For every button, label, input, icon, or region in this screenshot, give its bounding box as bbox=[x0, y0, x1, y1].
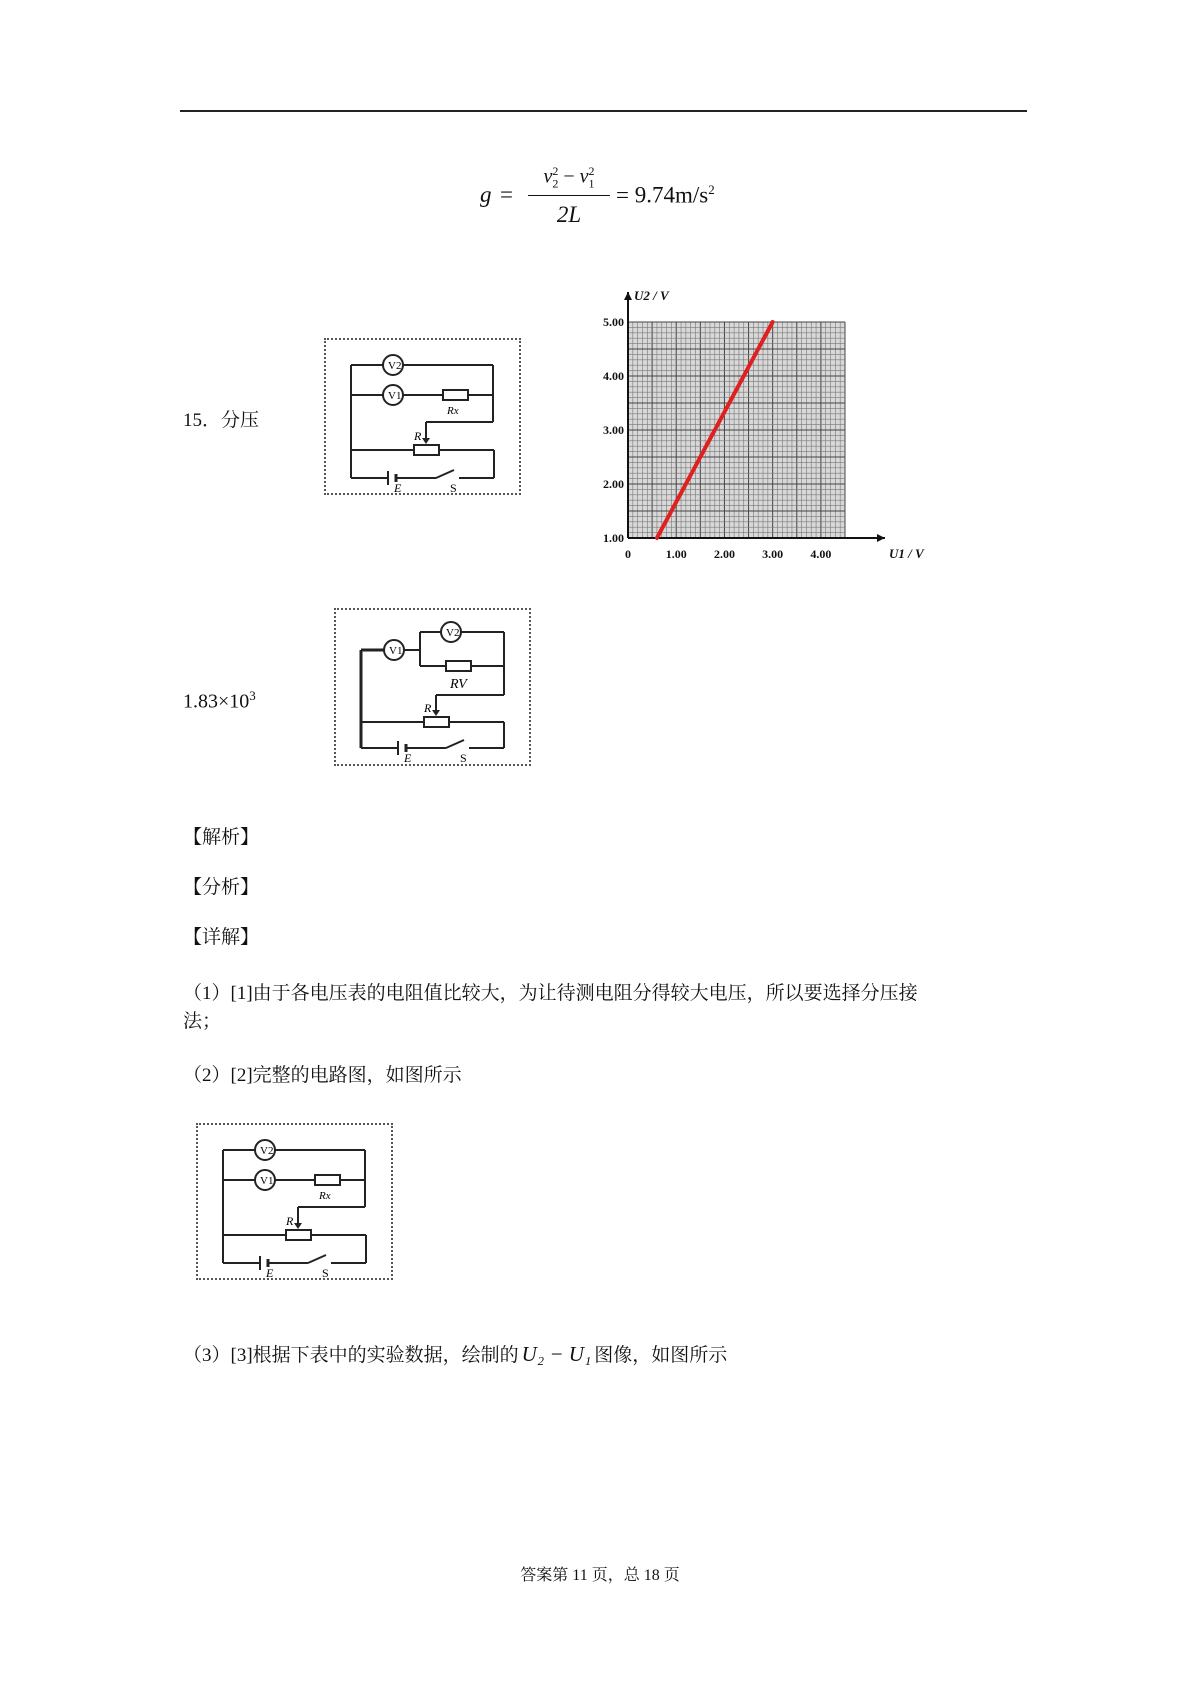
paragraph-1 bbox=[183, 980, 1043, 1036]
numerator-v1: v bbox=[579, 165, 589, 188]
section-jiexi: 【解析】 bbox=[183, 827, 260, 848]
paragraph-1-line1: （1）[1]由于各电压表的电阻值比较大，为让待测电阻分得较大电压，所以要选择分压接 bbox=[183, 983, 918, 1004]
circuit-diagram-1 bbox=[324, 338, 521, 495]
y-tick-label: 3.00 bbox=[603, 423, 624, 437]
rheostat-r-icon bbox=[414, 445, 439, 455]
v2-label: V2 bbox=[446, 627, 460, 639]
gravity-formula bbox=[480, 162, 780, 232]
numerator-v1-sub: 1 bbox=[588, 176, 595, 191]
x-tick-label: 2.00 bbox=[713, 547, 735, 561]
v1-label: V1 bbox=[388, 390, 402, 402]
s-label: S bbox=[460, 751, 467, 764]
rx-label: Rx bbox=[319, 1190, 331, 1202]
rv-label: RV bbox=[450, 677, 467, 692]
formula-equals: = bbox=[500, 182, 513, 207]
paragraph-2: （2）[2]完整的电路图，如图所示 bbox=[183, 1065, 462, 1086]
resistor-rx-icon bbox=[443, 390, 468, 400]
header-rule bbox=[180, 110, 1027, 112]
y-tick-label: 5.00 bbox=[603, 315, 624, 329]
paragraph-3-suffix: 图像，如图所示 bbox=[594, 1345, 728, 1366]
formula-result bbox=[616, 182, 715, 209]
page-footer: 答案第 11 页，总 18 页 bbox=[520, 1567, 680, 1584]
resistor-rx-icon bbox=[315, 1175, 340, 1185]
s-label: S bbox=[450, 481, 457, 493]
numerator-v2: v bbox=[543, 165, 553, 188]
numerator-v2-sup: 2 bbox=[552, 164, 559, 178]
formula-result-value: = 9.74m/s bbox=[616, 182, 709, 208]
q15-label: 15．分压 bbox=[183, 410, 260, 431]
u2-u1-chart bbox=[580, 282, 930, 567]
numerator-v1-sup: 2 bbox=[588, 164, 595, 178]
circuit-diagram-2 bbox=[334, 608, 531, 766]
x-tick-label: 0 bbox=[625, 547, 631, 561]
rheostat-r-icon bbox=[424, 717, 449, 727]
s-label: S bbox=[322, 1266, 329, 1278]
e-label: E bbox=[394, 481, 402, 493]
fraction-bar bbox=[528, 195, 610, 196]
section-xiangjie: 【详解】 bbox=[183, 927, 260, 948]
formula-numerator bbox=[528, 164, 610, 192]
r-label: R bbox=[286, 1214, 294, 1228]
formula-lhs: g bbox=[480, 182, 492, 207]
chart-svg bbox=[580, 282, 930, 567]
e-label: E bbox=[266, 1266, 274, 1278]
x-axis-label: U1 / V bbox=[889, 546, 924, 561]
resistor-rv-icon bbox=[446, 661, 471, 671]
y-tick-label: 1.00 bbox=[603, 531, 624, 545]
v2-label: V2 bbox=[388, 360, 402, 372]
x-tick-label: 3.00 bbox=[762, 547, 784, 561]
y-tick-label: 2.00 bbox=[603, 477, 624, 491]
x-axis-arrow bbox=[877, 534, 885, 542]
v1-label: V1 bbox=[389, 645, 403, 657]
r-label: R bbox=[424, 701, 432, 715]
formula-result-sup: 2 bbox=[708, 182, 715, 197]
section-fenxi: 【分析】 bbox=[183, 877, 260, 898]
paragraph-3-math: U₂ − U₁ bbox=[521, 1342, 592, 1366]
rheostat-r-icon bbox=[286, 1230, 311, 1240]
x-tick-label: 4.00 bbox=[810, 547, 832, 561]
paragraph-3 bbox=[183, 1340, 727, 1370]
paragraph-1-line2: 法； bbox=[183, 1011, 222, 1032]
answer2-exponent: 3 bbox=[249, 688, 256, 703]
v1-label: V1 bbox=[260, 1175, 274, 1187]
circuit-1-svg bbox=[326, 340, 519, 493]
v2-label: V2 bbox=[260, 1145, 274, 1157]
paragraph-3-prefix: （3）[3]根据下表中的实验数据，绘制的 bbox=[183, 1345, 519, 1366]
circuit-3-svg bbox=[198, 1125, 391, 1278]
rx-label: Rx bbox=[447, 405, 459, 417]
circuit-2-svg bbox=[336, 610, 529, 764]
answer2-mantissa: 1.83×10 bbox=[183, 690, 250, 713]
formula-denominator: 2L bbox=[556, 202, 582, 227]
e-label: E bbox=[404, 751, 412, 764]
numerator-v2-sub: 2 bbox=[552, 176, 559, 191]
y-axis-label: U2 / V bbox=[634, 288, 669, 303]
numerator-minus: − bbox=[563, 165, 575, 188]
y-tick-label: 4.00 bbox=[603, 369, 624, 383]
y-axis-arrow bbox=[624, 292, 632, 300]
r-label: R bbox=[414, 429, 422, 443]
q15-answer2 bbox=[183, 682, 256, 716]
circuit-diagram-3 bbox=[196, 1123, 393, 1280]
x-tick-label: 1.00 bbox=[665, 547, 687, 561]
